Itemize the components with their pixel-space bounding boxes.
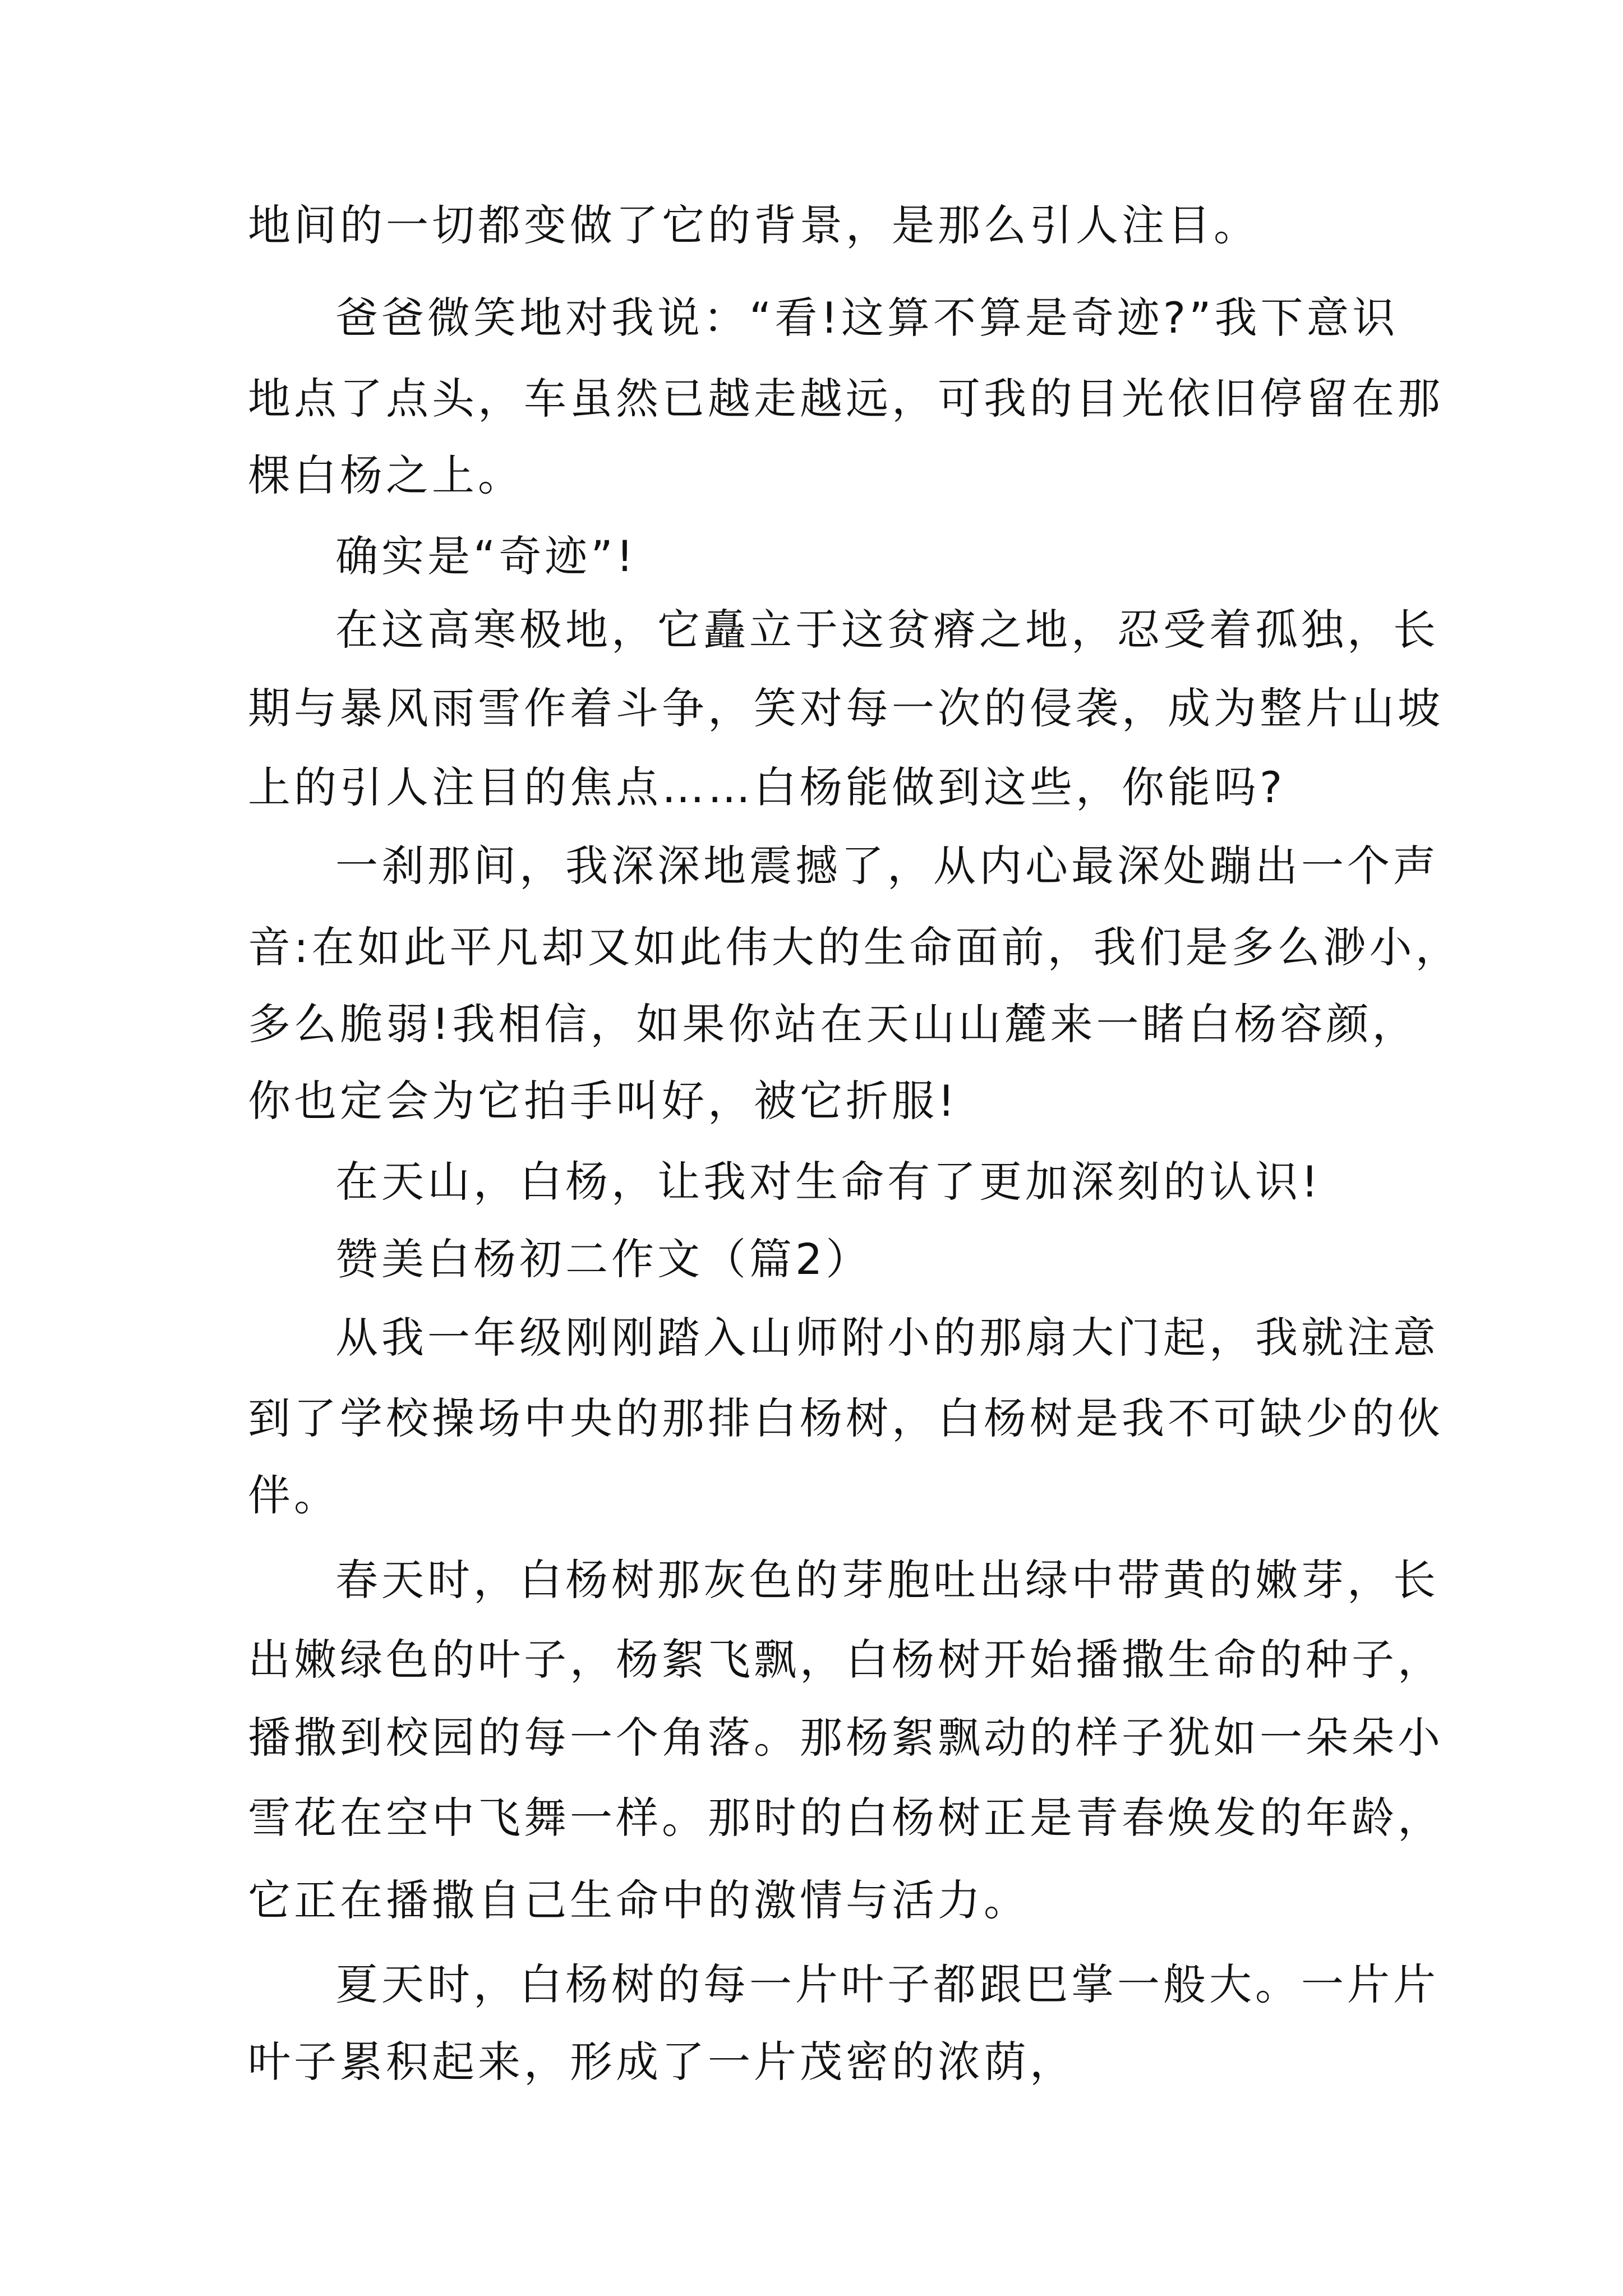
text-line: 地间的一切都变做了它的背景，是那么引人注目。 bbox=[248, 200, 1260, 250]
text-line: 出嫩绿色的叶子，杨絮飞飘，白杨树开始播撒生命的种子， bbox=[248, 1635, 1444, 1685]
text-line: 播撒到校园的每一个角落。那杨絮飘动的样子犹如一朵朵小 bbox=[248, 1713, 1444, 1763]
text-line: 在这高寒极地，它矗立于这贫瘠之地，忍受着孤独，长 bbox=[335, 605, 1439, 655]
text-line: 夏天时，白杨树的每一片叶子都跟巴掌一般大。一片片 bbox=[335, 1959, 1439, 2009]
text-line: 地点了点头，车虽然已越走越远，可我的目光依旧停留在那 bbox=[248, 374, 1444, 424]
text-line: 上的引人注目的焦点……白杨能做到这些，你能吗? bbox=[248, 762, 1286, 812]
text-line: 一刹那间，我深深地震撼了，从内心最深处蹦出一个声 bbox=[335, 841, 1439, 891]
text-line: 叶子累积起来，形成了一片茂密的浓荫， bbox=[248, 2037, 1076, 2087]
text-line: 你也定会为它拍手叫好，被它折服! bbox=[248, 1076, 958, 1126]
text-line: 在天山，白杨，让我对生命有了更加深刻的认识! bbox=[335, 1157, 1322, 1207]
text-line: 期与暴风雨雪作着斗争，笑对每一次的侵袭，成为整片山坡 bbox=[248, 683, 1444, 733]
text-line: 伴。 bbox=[248, 1470, 340, 1520]
text-line: 到了学校操场中央的那排白杨树，白杨树是我不可缺少的伙 bbox=[248, 1393, 1444, 1443]
text-line: 棵白杨之上。 bbox=[248, 450, 524, 500]
text-line: 春天时，白杨树那灰色的芽胞吐出绿中带黄的嫩芽，长 bbox=[335, 1555, 1439, 1605]
text-line: 雪花在空中飞舞一样。那时的白杨树正是青春焕发的年龄， bbox=[248, 1793, 1444, 1843]
text-line: 多么脆弱!我相信，如果你站在天山山麓来一睹白杨容颜， bbox=[248, 999, 1418, 1049]
section-heading: 赞美白杨初二作文（篇2） bbox=[335, 1234, 872, 1284]
text-line: 爸爸微笑地对我说：“看!这算不算是奇迹?”我下意识 bbox=[335, 293, 1399, 343]
text-line: 音:在如此平凡却又如此伟大的生命面前，我们是多么渺小， bbox=[248, 922, 1461, 972]
text-line: 从我一年级刚刚踏入山师附小的那扇大门起，我就注意 bbox=[335, 1313, 1439, 1363]
text-line: 确实是“奇迹”! bbox=[335, 531, 637, 581]
text-line: 它正在播撒自己生命中的激情与活力。 bbox=[248, 1875, 1030, 1925]
